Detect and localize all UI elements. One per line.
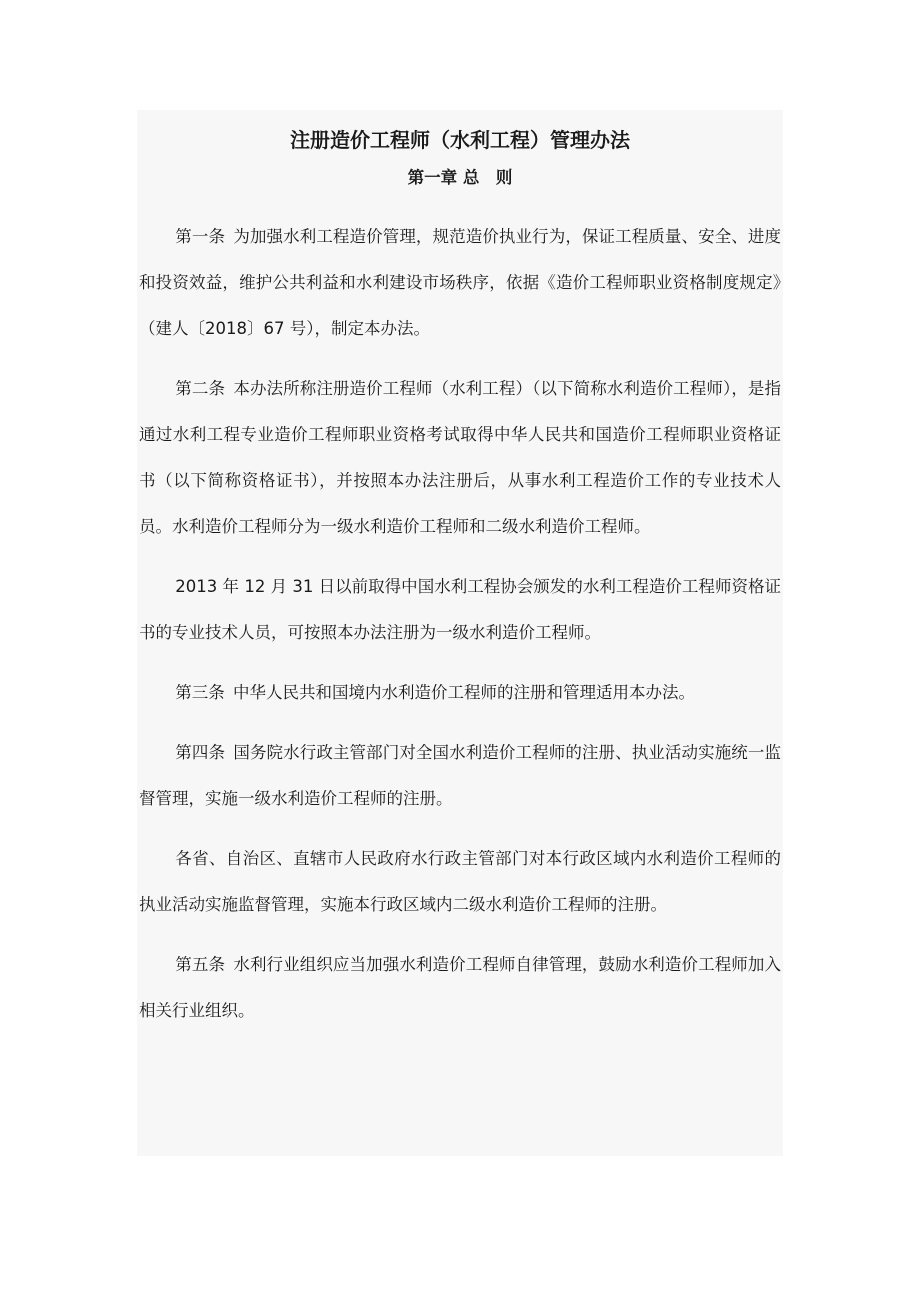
article-text: 国务院水行政主管部门对全国水利造价工程师的注册、执业活动实施统一监督管理，实施一级水利造价工程师的注册。: [139, 743, 782, 808]
article-number: 第一条: [175, 227, 226, 246]
article-paragraph: [137, 214, 783, 352]
article-text: 各省、自治区、直辖市人民政府水行政主管部门对本行政区域内水利造价工程师的执业活动实施监督管理，实施本行政区域内二级水利造价工程师的注册。: [139, 849, 781, 914]
article-text: 中华人民共和国境内水利造价工程师的注册和管理适用本办法。: [233, 683, 696, 702]
document-body: [137, 214, 783, 1034]
article-number: 第五条: [175, 955, 226, 974]
article-paragraph: [137, 366, 783, 550]
article-text: 2013 年 12 月 31 日以前取得中国水利工程协会颁发的水利工程造价工程师资格证书的专业技术人员，可按照本办法注册为一级水利造价工程师。: [139, 577, 781, 642]
article-text: 本办法所称注册造价工程师（水利工程）（以下简称水利造价工程师），是指通过水利工程专业造价工程师职业资格考试取得中华人民共和国造价工程师职业资格证书（以下简称资格证书），并按照本办法注册后，从事水利工程造价工作的专业技术人员。水利造价工程师分为一级水利造价工程师和二级水利造价工程师。: [139, 379, 782, 536]
document-title: 注册造价工程师（水利工程）管理办法: [290, 128, 630, 152]
article-number: 第二条: [175, 379, 226, 398]
article-paragraph: [137, 730, 783, 822]
document-page: [137, 110, 783, 1156]
article-paragraph: [137, 836, 783, 928]
article-paragraph: [137, 670, 783, 716]
article-paragraph: [137, 942, 783, 1034]
article-text: 为加强水利工程造价管理，规范造价执业行为，保证工程质量、安全、进度和投资效益，维护公共利益和水利建设市场秩序，依据《造价工程师职业资格制度规定》（建人〔2018〕67 号），制定本办法。: [139, 227, 782, 338]
article-paragraph: [137, 564, 783, 656]
article-number: 第三条: [175, 683, 225, 702]
article-text: 水利行业组织应当加强水利造价工程师自律管理，鼓励水利造价工程师加入相关行业组织。: [139, 955, 782, 1020]
article-number: 第四条: [175, 743, 226, 762]
chapter-heading: 第一章 总 则: [407, 168, 513, 187]
